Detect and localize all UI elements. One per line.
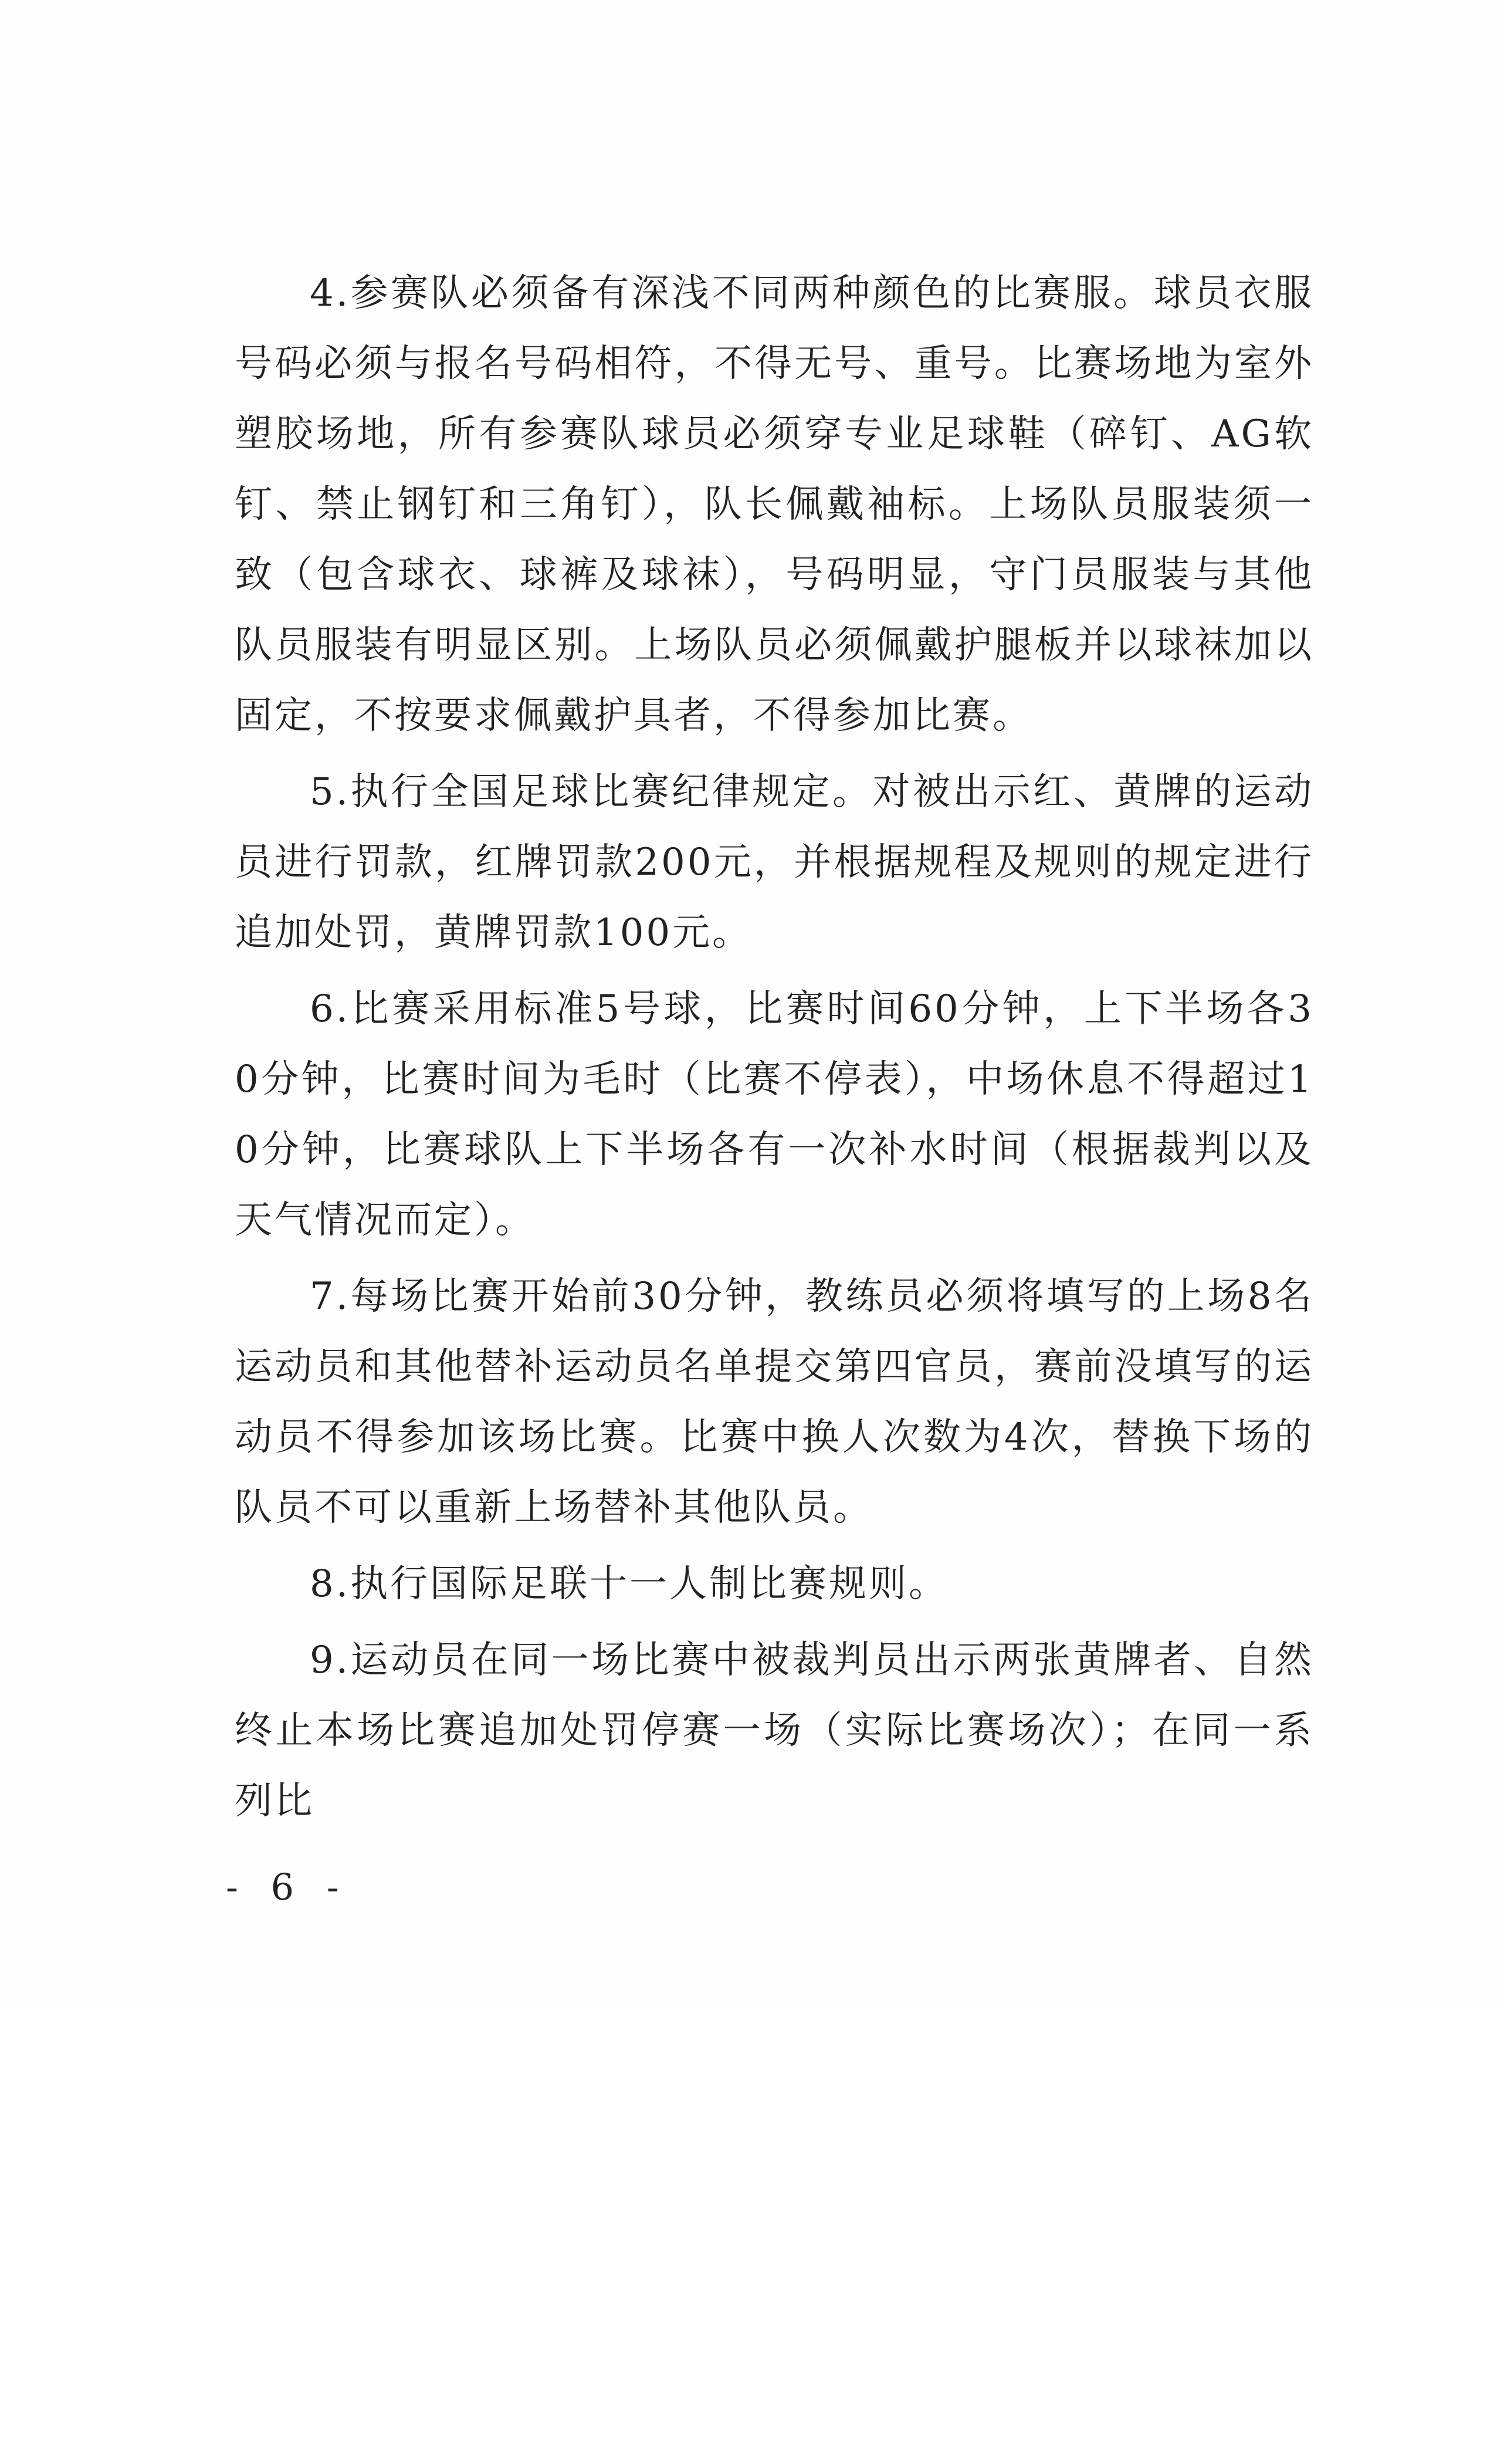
document-body	[235, 258, 1314, 1836]
paragraph-4-uniform-rules: 4.参赛队必须备有深浅不同两种颜色的比赛服。球员衣服号码必须与报名号码相符，不得无号、重号。比赛场地为室外塑胶场地，所有参赛队球员必须穿专业足球鞋（碎钉、AG软钉、禁止钢钉和三角钉），队长佩戴袖标。上场队员服装须一致（包含球衣、球裤及球袜），号码明显，守门员服装与其他队员服装有明显区别。上场队员必须佩戴护腿板并以球袜加以固定，不按要求佩戴护具者，不得参加比赛。	[235, 272, 1314, 737]
paragraph-6-match-ball-and-time: 6.比赛采用标准5号球，比赛时间60分钟，上下半场各30分钟，比赛时间为毛时（比赛不停表），中场休息不得超过10分钟，比赛球队上下半场各有一次补水时间（根据裁判以及天气情况而定）。	[235, 987, 1314, 1242]
page-number: - 6 -	[226, 1866, 350, 1908]
paragraph-9-yellow-card-rules: 9.运动员在同一场比赛中被裁判员出示两张黄牌者、自然终止本场比赛追加处罚停赛一场（实际比赛场次）；在同一系列比	[235, 1639, 1314, 1823]
paragraph-7-roster-submission: 7.每场比赛开始前30分钟，教练员必须将填写的上场8名运动员和其他替补运动员名单提交第四官员，赛前没填写的运动员不得参加该场比赛。比赛中换人次数为4次，替换下场的队员不可以重新上场替补其他队员。	[235, 1275, 1314, 1529]
paragraph-5-discipline-rules: 5.执行全国足球比赛纪律规定。对被出示红、黄牌的运动员进行罚款，红牌罚款200元，并根据规程及规则的规定进行追加处罚，黄牌罚款100元。	[235, 770, 1314, 955]
paragraph-8-fifa-rules: 8.执行国际足联十一人制比赛规则。	[310, 1562, 949, 1606]
